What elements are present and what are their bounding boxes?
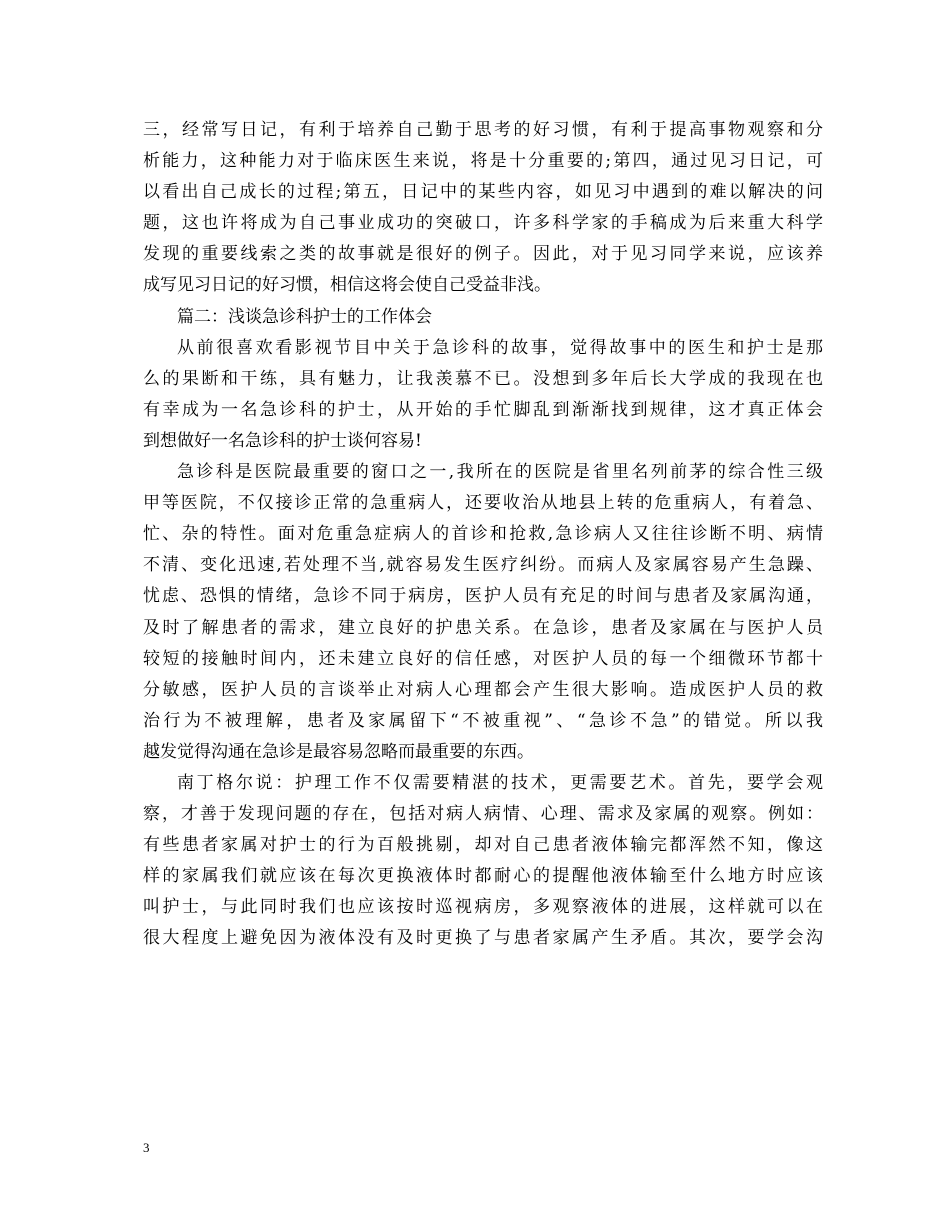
text-line: 有幸成为一名急诊科的护士，从开始的手忙脚乱到渐渐找到规律，这才真正体会 — [143, 399, 823, 420]
text-line: 成写见习日记的好习惯，相信这将会使自己受益非浅。 — [143, 275, 551, 296]
text-line: 分敏感，医护人员的言谈举止对病人心理都会产生很大影响。造成医护人员的救 — [143, 679, 823, 700]
text-line: 治行为不被理解，患者及家属留下“不被重视”、“急诊不急”的错觉。所以我 — [143, 710, 823, 731]
text-line: 题，这也许将成为自己事业成功的突破口，许多科学家的手稿成为后来重大科学 — [143, 213, 823, 234]
text-line: 及时了解患者的需求，建立良好的护患关系。在急诊，患者及家属在与医护人员 — [143, 617, 823, 638]
text-line: 较短的接触时间内，还未建立良好的信任感，对医护人员的每一个细微环节都十 — [143, 648, 823, 669]
text-line: 样的家属我们就应该在每次更换液体时都耐心的提醒他液体输至什么地方时应该 — [143, 866, 823, 887]
text-line: 甲等医院，不仅接诊正常的急重病人，还要收治从地县上转的危重病人，有着急、 — [143, 493, 823, 514]
text-line: 析能力，这种能力对于临床医生来说，将是十分重要的;第四，通过见习日记，可 — [143, 151, 823, 172]
text-line: 越发觉得沟通在急诊是最容易忽略而最重要的东西。 — [143, 741, 534, 762]
text-line: 有些患者家属对护士的行为百般挑剔，却对自己患者液体输完都浑然不知，像这 — [143, 835, 823, 856]
text-line: 叫护士，与此同时我们也应该按时巡视病房，多观察液体的进展，这样就可以在 — [143, 897, 823, 918]
text-line: 急诊科是医院最重要的窗口之一,我所在的医院是省里名列前茅的综合性三级 — [177, 462, 823, 483]
text-line: 么的果断和干练，具有魅力，让我羡慕不已。没想到多年后长大学成的我现在也 — [143, 368, 823, 389]
text-line: 忧虑、恐惧的情绪，急诊不同于病房，医护人员有充足的时间与患者及家属沟通， — [143, 586, 823, 607]
page-number: 3 — [143, 1140, 150, 1155]
section-heading: 篇二：浅谈急诊科护士的工作体会 — [177, 306, 432, 327]
text-line: 南丁格尔说：护理工作不仅需要精湛的技术，更需要艺术。首先，要学会观 — [177, 772, 823, 793]
text-line: 忙、杂的特性。面对危重急症病人的首诊和抢救,急诊病人又往往诊断不明、病情 — [143, 524, 823, 545]
text-line: 到想做好一名急诊科的护士谈何容易! — [143, 430, 422, 451]
text-line: 三，经常写日记，有利于培养自己勤于思考的好习惯，有利于提高事物观察和分 — [143, 120, 823, 140]
text-line: 从前很喜欢看影视节目中关于急诊科的故事，觉得故事中的医生和护士是那 — [177, 337, 823, 358]
text-line: 不清、变化迅速,若处理不当,就容易发生医疗纠纷。而病人及家属容易产生急躁、 — [143, 555, 823, 576]
text-line: 以看出自己成长的过程;第五，日记中的某些内容，如见习中遇到的难以解决的问 — [143, 182, 823, 203]
body-text — [143, 115, 823, 955]
text-line: 很大程度上避免因为液体没有及时更换了与患者家属产生矛盾。其次，要学会沟 — [143, 928, 823, 949]
text-line: 察，才善于发现问题的存在，包括对病人病情、心理、需求及家属的观察。例如： — [143, 804, 823, 825]
text-line: 发现的重要线索之类的故事就是很好的例子。因此，对于见习同学来说，应该养 — [143, 244, 823, 265]
